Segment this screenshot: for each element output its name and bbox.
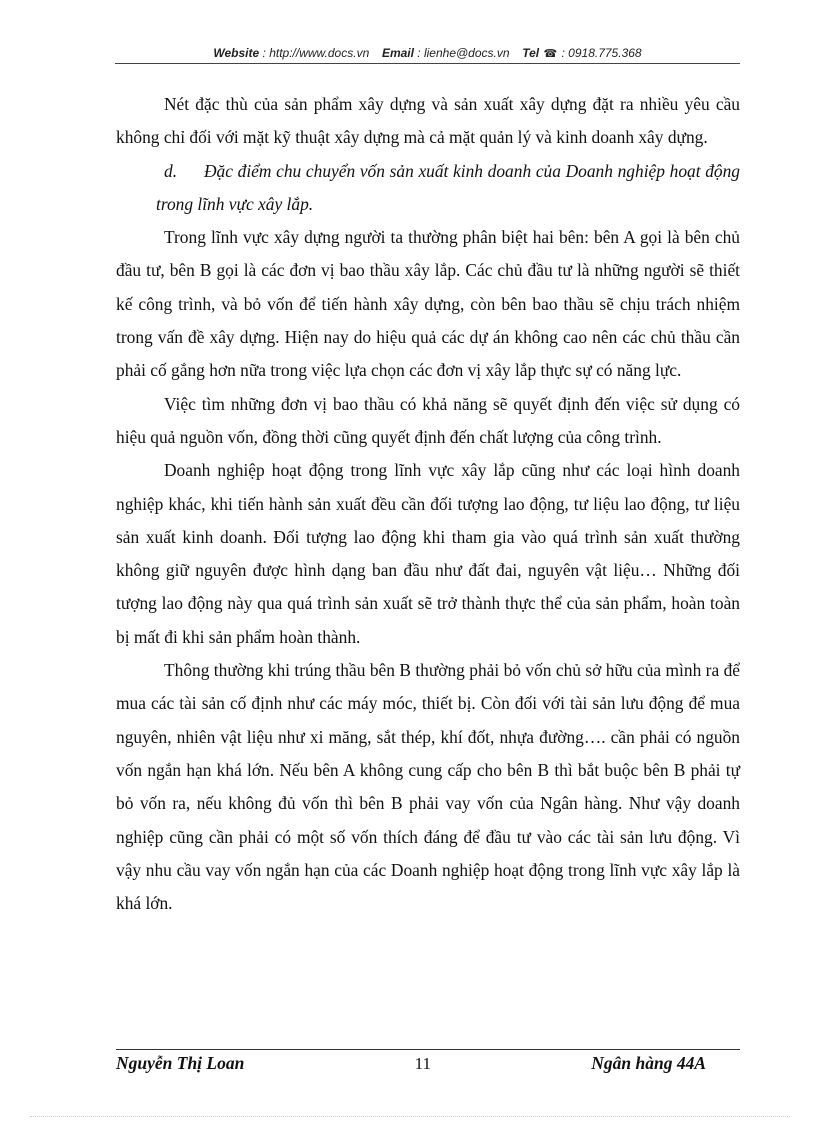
page-number: 11 (414, 1054, 431, 1073)
email-value: : lienhe@docs.vn (417, 46, 510, 60)
tel-label: Tel (522, 46, 540, 60)
footer-class-name: Ngân hàng 44A (591, 1053, 706, 1073)
tel-value: : 0918.775.368 (561, 46, 642, 60)
website-label: Website (213, 46, 260, 60)
paragraph-2: Trong lĩnh vực xây dựng người ta thường phân biệt hai bên: bên A gọi là bên chủ đầu tư, bên B gọi là các đơn vị bao thầu xây lắp. Các chủ đầu tư là những người sẽ thiết kế công trình, và bỏ vốn để tiến hành xây dựng, còn bên bao thầu sẽ chịu trách nhiệm trong vấn đề xây dựng. Hiện nay do hiệu quả các dự án không cao nên các chủ thầu cần phải cố gắng hơn nữa trong việc lựa chọn các đơn vị xây lắp thực sự có năng lực. (116, 227, 740, 381)
footer-author: Nguyễn Thị Loan (116, 1053, 245, 1073)
paragraph-3: Việc tìm những đơn vị bao thầu có khả năng sẽ quyết định đến việc sử dụng có hiệu quả nguồn vốn, đồng thời cũng quyết định đến chất lượng của công trình. (116, 393, 740, 447)
email-label: Email (381, 46, 414, 60)
bottom-divider (30, 1116, 790, 1117)
heading-marker: d. (164, 160, 178, 181)
page-header (115, 46, 740, 64)
website-value: : http://www.docs.vn (262, 46, 370, 60)
paragraph-1: Nét đặc thù của sản phẩm xây dựng và sản xuất xây dựng đặt ra nhiều yêu cầu không chỉ đối với mặt kỹ thuật xây dựng mà cả mặt quản lý và kinh doanh xây dựng. (116, 94, 740, 148)
section-heading-d (116, 155, 740, 222)
document-body (116, 88, 740, 920)
page-footer (116, 1049, 740, 1074)
phone-icon: ☎ (543, 48, 558, 60)
paragraph-5: Thông thường khi trúng thầu bên B thường phải bỏ vốn chủ sở hữu của mình ra để mua các tài sản cố định như các máy móc, thiết bị. Còn đối với tài sản lưu động để mua nguyên, nhiên vật liệu như xi măng, sắt thép, khí đốt, nhựa đường…. cần phải có nguồn vốn ngắn hạn khá lớn. Nếu bên A không cung cấp cho bên B thì bắt buộc bên B phải tự bỏ vốn ra, nếu không đủ vốn thì bên B phải vay vốn của Ngân hàng. Như vậy doanh nghiệp cũng cần phải có một số vốn thích đáng để đầu tư vào các tài sản lưu động. Vì vậy nhu cầu vay vốn ngắn hạn của các Doanh nghiệp hoạt động trong lĩnh vực xây lắp là khá lớn. (116, 660, 740, 914)
heading-text: Đặc điểm chu chuyển vốn sản xuất kinh doanh của Doanh nghiệp hoạt động trong lĩnh vực xây lắp. (156, 160, 740, 214)
paragraph-4: Doanh nghiệp hoạt động trong lĩnh vực xây lắp cũng như các loại hình doanh nghiệp khác, khi tiến hành sản xuất đều cần đối tượng lao động, tư liệu lao động, tư liệu sản xuất kinh doanh. Đối tượng lao động khi tham gia vào quá trình sản xuất thường không giữ nguyên được hình dạng ban đầu như đất đai, nguyên vật liệu… Những đối tượng lao động này qua quá trình sản xuất sẽ trở thành thực thể của sản phẩm, hoàn toàn bị mất đi khi sản phẩm hoàn thành. (116, 460, 740, 647)
